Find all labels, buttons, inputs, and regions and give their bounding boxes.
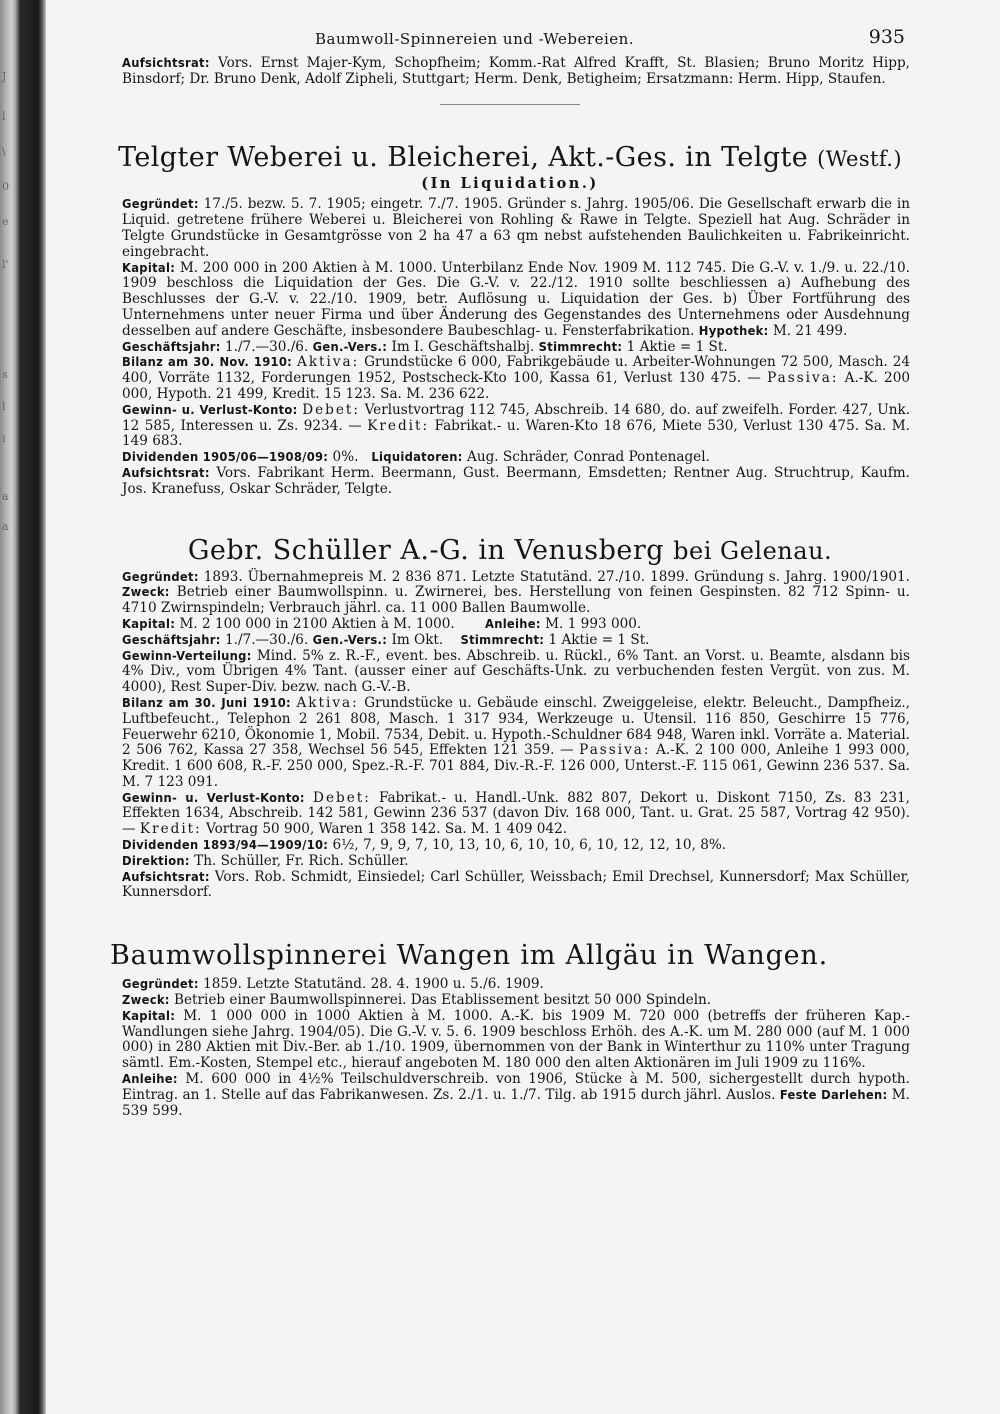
page-number: 935 [868, 26, 905, 48]
telgter-bilanz: Bilanz am 30. Nov. 1910: Aktiva: Grundstücke 6 000, Fabrikgebäude u. Arbeiter-Wohnungen 72 500, Masch. 24 400, Vorräte 1132, Forderungen 1952, Postscheck-Kto 100, Kassa 61, Verlust 130 475. — Passiva: A.-K. 200 000, Hypoth. 21 499, Kredit. 15 123. Sa. M. 236 622. [122, 354, 910, 402]
bleed-char: 0 [2, 180, 9, 193]
wangen-anleihe: Anleihe: M. 600 000 in 4½% Teilschuldverschreib. von 1906, Stücke à M. 500, sichergestellt durch hypoth. Eintrag. an 1. Stelle auf das Fabrikanwesen. Zs. 2./1. u. 1./7. Tilg. ab 1915 durch jährl. Auslos. Feste Darlehen: M. 539 599. [122, 1071, 911, 1119]
book-binding-shadow [0, 0, 46, 1414]
page-content [110, 26, 910, 1119]
bleed-char: \ [2, 145, 6, 158]
bleed-char: l [2, 400, 6, 413]
entry-heading-wangen: Baumwollspinnerei Wangen im Allgäu in Wangen. [110, 940, 828, 972]
entry-heading-schueller: Gebr. Schüller A.-G. in Venusberg bei Gelenau. [187, 534, 833, 566]
bleed-char: l [2, 110, 6, 123]
wangen-gegruendet: Gegründet: 1859. Letzte Statutänd. 28. 4. 1900 u. 5./6. 1909. [122, 976, 544, 993]
bleed-char: e [2, 215, 9, 228]
bleed-char: i [2, 432, 6, 445]
schueller-dividenden: Dividenden 1893/94—1909/10: 6½, 7, 9, 9, 7, 10, 13, 10, 6, 10, 10, 6, 10, 12, 12, 10, 8%. [122, 837, 727, 854]
bleed-char: a [2, 490, 9, 503]
telgter-kapital: Kapital: M. 200 000 in 200 Aktien à M. 1000. Unterbilanz Ende Nov. 1909 M. 112 745. Die G.-V. v. 1./9. u. 22./10. 1909 beschloss die Liquidation der Ges. Die G.-V. v. 22./12. 1910 sollte beschliessen a) Aufhebung des Beschlusses der G.-V. v. 22./10. 1909, betr. Auflösung u. Liquidation der Ges. b) Über Fortführung des Unternehmens unter neuer Firma und über Änderung des Gegenstandes des Unternehmens oder Ausdehnung desselben auf andere Geschäfte, insbesondere Baubeschlag- u. Fensterfabrikation. Hypothek: M. 21 499. [122, 259, 910, 339]
telgter-geschaeftsjahr: Geschäftsjahr: 1./7.—30./6. Gen.-Vers.: Im I. Geschäftshalbj. Stimmrecht: 1 Aktie = 1 St. [122, 338, 728, 355]
schueller-direktion: Direktion: Th. Schüller, Fr. Rich. Schüller. [122, 852, 409, 869]
entry-heading-telgter: Telgter Weberei u. Bleicherei, Akt.-Ges. in Telgte (Westf.) [118, 141, 902, 173]
schueller-gewinn-verlust: Gewinn- u. Verlust-Konto: Debet: Fabrikat.- u. Handl.-Unk. 882 807, Dekort u. Diskont 7150, Zs. 83 231, Effekten 1634, Abschreib. 142 581, Gewinn 236 537 (davon Div. 168 000, Tant. u. Grat. 25 587, Vortrag 42 950). — Kredit: Vortrag 50 900, Waren 1 358 142. Sa. M. 1 409 042. [122, 789, 910, 838]
telgter-aufsichtsrat: Aufsichtsrat: Vors. Fabrikant Herm. Beermann, Gust. Beermann, Emsdetten; Rentner Aug. Struchtrup, Kaufm. Jos. Kranefuss, Oskar Schräder, Telgte. [122, 464, 910, 497]
entry-subheading-liquidation: (In Liquidation.) [421, 174, 599, 192]
bleed-char: s [2, 368, 8, 381]
running-header [110, 26, 910, 56]
schueller-geschaeftsjahr: Geschäftsjahr: 1./7.—30./6. Gen.-Vers.: Im Okt. Stimmrecht: 1 Aktie = 1 St. [122, 631, 650, 648]
prev-entry-aufsichtsrat: Aufsichtsrat: Vors. Ernst Majer-Kym, Schopfheim; Komm.-Rat Alfred Krafft, St. Blasien; Bruno Moritz Hipp, Binsdorf; Dr. Bruno Denk, Adolf Zipheli, Stuttgart; Herm. Denk, Betigheim; Ersatzmann: Herm. Hipp, Staufen. [122, 55, 910, 87]
telgter-gewinn-verlust: Gewinn- u. Verlust-Konto: Debet: Verlustvortrag 112 745, Abschreib. 14 680, do. auf zweifelh. Forder. 427, Unk. 12 585, Interessen u. Zs. 9234. — Kredit: Fabrikat.- u. Waren-Kto 18 676, Miete 530, Verlust 130 475. Sa. M. 149 683. [122, 401, 911, 450]
schueller-bilanz: Bilanz am 30. Juni 1910: Aktiva: Grundstücke u. Gebäude einschl. Zweiggeleise, elektr. Beleucht., Dampfheiz., Luftbefeucht., Telephon 2 261 808, Masch. 1 317 934, Werkzeuge u. Utensil. 116 850, Geschirre 15 776, Feuerwehr 6210, Ökonomie 1, Mobil. 7534, Debit. u. Hypoth.-Schuldner 684 948, Waren inkl. Vorräte a. Material. 2 506 762, Kassa 27 358, Wechsel 56 545, Effekten 121 359. — Passiva: A.-K. 2 100 000, Anleihe 1 993 000, Kredit. 1 600 608, R.-F. 250 000, Spez.-R.-F. 701 884, Div.-R.-F. 126 000, Unterst.-F. 115 061, Gewinn 236 537. Sa. M. 7 123 091. [122, 694, 910, 790]
schueller-gegruendet: Gegründet: 1893. Übernahmepreis M. 2 836 871. Letzte Statutänd. 27./10. 1899. Gründung s. Jahrg. 1900/1901. Zweck: Betrieb einer Baumwollspinn. u. Zwirnerei, bes. Herstellung von feinen Gespinsten. 82 712 Spinn- u. 4710 Zwirnspindeln; Verbrauch jährl. ca. 11 000 Ballen Baumwolle. [122, 568, 911, 617]
separator-rule [440, 104, 580, 105]
wangen-zweck: Zweck: Betrieb einer Baumwollspinnerei. Das Etablissement besitzt 50 000 Spindeln. [122, 992, 712, 1009]
telgter-gegruendet: Gegründet: 17./5. bezw. 5. 7. 1905; eingetr. 7./7. 1905. Gründer s. Jahrg. 1905/06. Die Gesellschaft erwarb die in Liquid. getretene frühere Weberei u. Bleicherei von Rohling & Rawe in Telgte. Speziell hat Aug. Schräder in Telgte Grundstücke in Gesamtgrösse von 2 ha 47 a 63 qm nebst aufstehenden Baulichkeiten u. Fabrikeinricht. eingebracht. [122, 196, 910, 260]
bleed-char: J [2, 70, 7, 83]
running-head-title: Baumwoll-Spinnereien und -Webereien. [315, 30, 635, 48]
schueller-gewinn-verteilung: Gewinn-Verteilung: Mind. 5% z. R.-F., event. bes. Abschreib. u. Rückl., 6% Tant. an Vorst. u. Beamte, alsdann bis 4% Div., vom Übrigen 4% Tant. (ausser einer auf Geschäfts-Unk. zu verbuchenden festen Vergüt. von zus. M. 4000), Rest Super-Div. bezw. nach G.-V.-B. [122, 647, 910, 696]
schueller-kapital: Kapital: M. 2 100 000 in 2100 Aktien à M. 1000. Anleihe: M. 1 993 000. [122, 615, 642, 632]
bleed-char: a [2, 520, 9, 533]
wangen-kapital: Kapital: M. 1 000 000 in 1000 Aktien à M. 1000. A.-K. bis 1909 M. 720 000 (betreffs der früheren Kap.-Wandlungen siehe Jahrg. 1904/05). Die G.-V. v. 5. 6. 1909 beschloss Erhöh. des A.-K. um M. 280 000 (auf M. 1 000 000) in 280 Aktien mit Div.-Ber. ab 1./10. 1909, übernommen von der Bank in Winterthur zu 110% unter Tragung sämtl. Em.-Kosten, Stempel etc., hierauf angeboten M. 180 000 den alten Aktionären im Juli 1909 zu 116%. [122, 1007, 910, 1072]
bleed-char: l' [2, 258, 9, 271]
schueller-aufsichtsrat: Aufsichtsrat: Vors. Rob. Schmidt, Einsiedel; Carl Schüller, Weissbach; Emil Drechsel, Kunnersdorf; Max Schüller, Kunnersdorf. [122, 868, 910, 901]
telgter-dividenden: Dividenden 1905/06—1908/09: 0%. Liquidatoren: Aug. Schräder, Conrad Pontenagel. [122, 449, 710, 466]
